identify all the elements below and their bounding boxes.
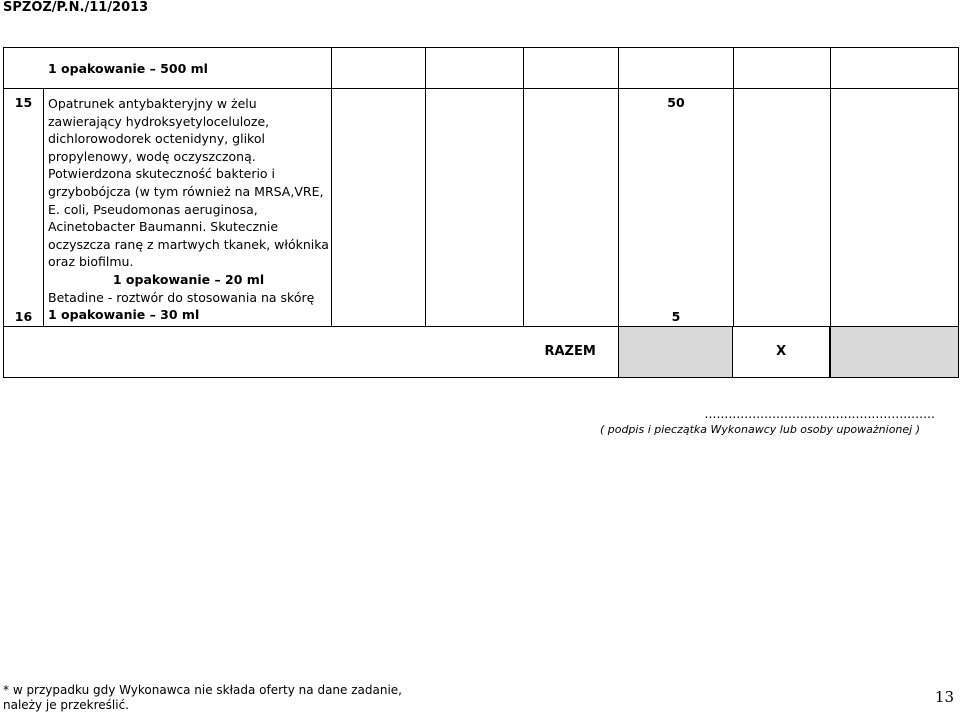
total-label: RAZEM	[544, 343, 596, 359]
top-pack-cell: 1 opakowanie – 500 ml	[4, 48, 332, 89]
quantity-cell	[619, 89, 734, 327]
total-shaded-cell	[831, 326, 959, 377]
document-code: SPZOZ/P.N./11/2013	[3, 0, 149, 15]
footnote-line-1: * w przypadku gdy Wykonawca nie składa oferty na dane zadanie,	[3, 683, 402, 697]
item-15-quantity: 50	[667, 95, 685, 110]
signature-caption: ( podpis i pieczątka Wykonawcy lub osoby upoważnionej )	[599, 423, 921, 436]
desc-line: Opatrunek antybakteryjny w żelu	[48, 96, 257, 111]
desc-line: zawierający hydroksyetyloceluloze,	[48, 113, 270, 129]
item-description-cell	[44, 89, 332, 327]
footnote	[3, 683, 402, 713]
item-number-cell	[4, 89, 44, 327]
footnote-line-2: należy je przekreślić.	[3, 698, 129, 712]
item-16-pack: 1 opakowanie – 30 ml	[48, 307, 200, 323]
item-15-pack: 1 opakowanie – 20 ml	[112, 271, 265, 287]
table-row-total	[4, 326, 959, 377]
desc-line: Potwierdzona skuteczność bakterio i	[48, 166, 276, 182]
item-number-16: 16	[14, 309, 33, 324]
table-row-items	[4, 89, 959, 327]
signature-dots: ..........................................................	[704, 406, 935, 421]
table-row-pack-header	[4, 48, 959, 89]
item-number-15: 15	[14, 95, 33, 110]
desc-line: propylenowy, wodę oczyszczoną.	[48, 148, 256, 164]
total-x-mark: X	[733, 327, 830, 377]
desc-line: Acinetobacter Baumanni. Skutecznie	[48, 219, 279, 235]
desc-line: E. coli, Pseudomonas aeruginosa,	[48, 201, 258, 217]
desc-line: dichlorowodorek octenidyny, glikol	[48, 131, 265, 147]
desc-line: oraz biofilmu.	[48, 254, 134, 270]
item-16-quantity: 5	[671, 309, 681, 324]
page-number: 13	[934, 688, 954, 706]
desc-line: grzybobójcza (w tym również na MRSA,VRE,	[48, 183, 324, 199]
desc-line: oczyszcza ranę z martwych tkanek, włóknika	[48, 236, 329, 252]
items-table	[3, 47, 959, 378]
desc-line: Betadine - roztwór do stosowania na skórę	[48, 289, 315, 305]
